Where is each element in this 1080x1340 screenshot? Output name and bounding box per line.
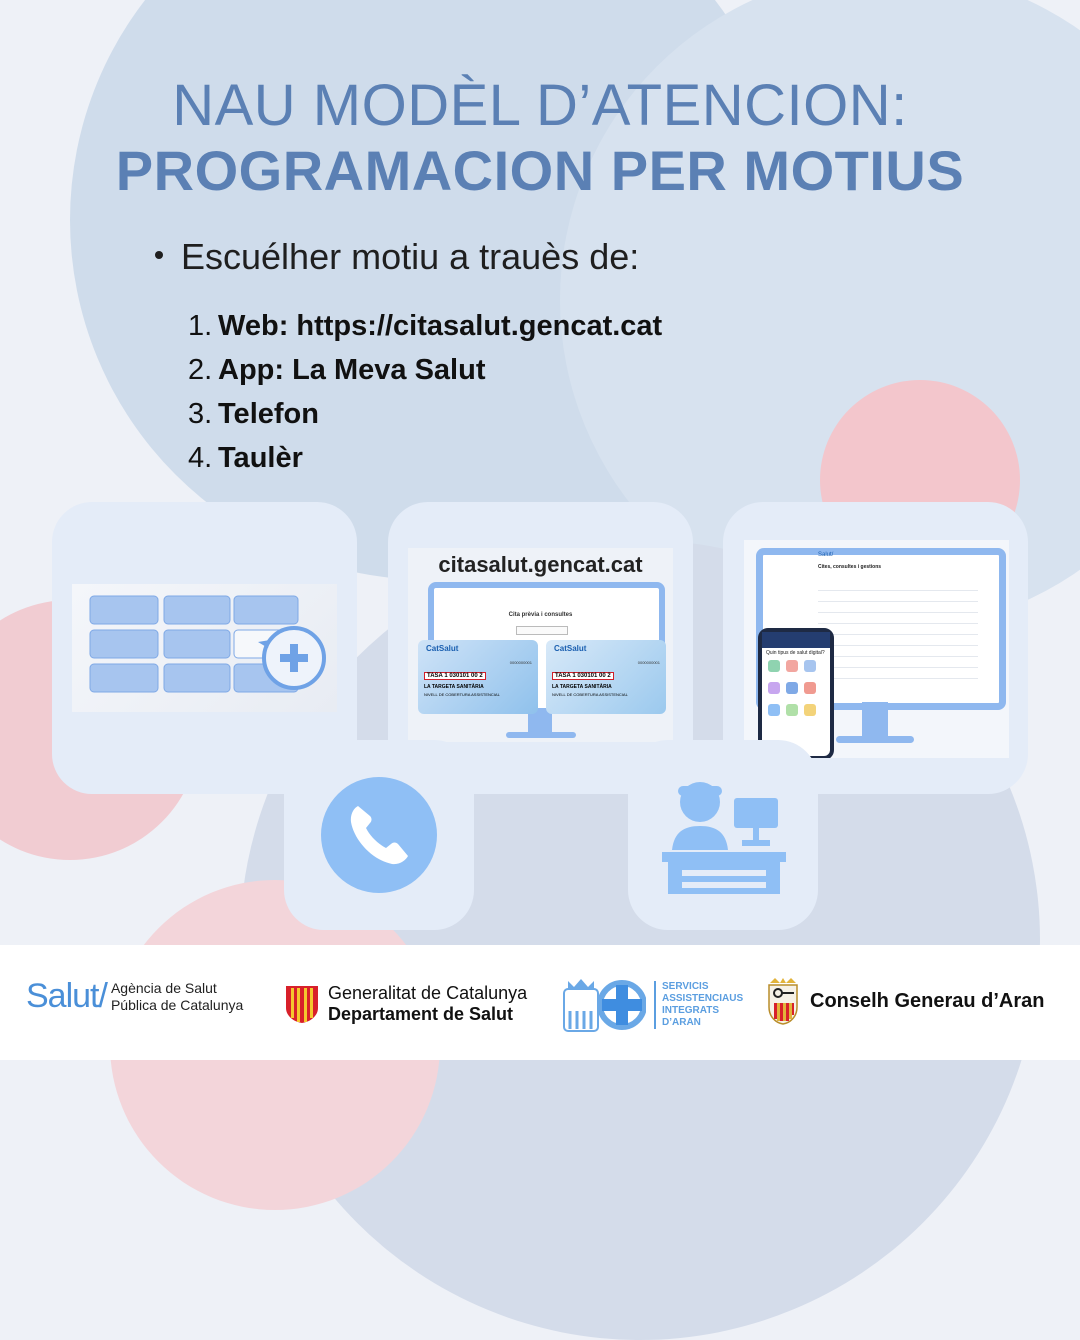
logo-conselh (766, 977, 1045, 1025)
title-line-2: PROGRAMACION PER MOTIUS (115, 139, 965, 202)
phone-header (762, 632, 830, 648)
phone (758, 628, 834, 758)
card-label: LA TARGETA SANITÀRIA (552, 684, 612, 690)
list-number: 1. (188, 310, 213, 342)
generalitat-shield-icon (284, 984, 320, 1024)
bullet-item (155, 236, 639, 278)
web-url-header: citasalut.gencat.cat (438, 552, 643, 577)
list-number: 2. (188, 354, 213, 386)
list-label: Taulèr (218, 442, 303, 474)
list-item (188, 304, 662, 348)
card-label: LA TARGETA SANITÀRIA (424, 684, 484, 690)
reception-desk-icon (662, 782, 786, 894)
aran-coat-of-arms-icon (766, 977, 800, 1025)
salut-line2: Pública de Catalunya (110, 996, 244, 1013)
sai-line1: SERVICIS (662, 981, 709, 992)
card-code: TASA 1 030101 00 2 (424, 672, 486, 680)
health-card-1 (418, 640, 538, 714)
monitor-base (506, 732, 576, 738)
card-number: 0000000001 (509, 660, 532, 665)
card-code: TASA 1 030101 00 2 (552, 672, 614, 680)
sai-line4: D’ARAN (662, 1017, 701, 1028)
web-screenshot (408, 548, 673, 742)
list-label: Telefon (218, 398, 319, 430)
health-card-2 (546, 640, 666, 714)
app-monitor-stand (862, 702, 888, 738)
app-brand: Salut/ (818, 552, 834, 558)
options-list (188, 304, 662, 480)
salut-brand: Salut/ (26, 977, 107, 1015)
gen-line2: Departament de Salut (328, 1004, 514, 1024)
sai-line3: INTEGRATS (662, 1005, 720, 1016)
title-line-1: NAU MODÈL D’ATENCION: (172, 73, 908, 138)
footer (0, 945, 1080, 1060)
list-item (188, 348, 662, 392)
conselh-text: Conselh Generau d’Aran (810, 989, 1045, 1012)
phone-app-grid (762, 658, 822, 738)
generalitat-text (328, 983, 527, 1025)
card-brand: CatSalut (426, 644, 459, 653)
form-input (516, 626, 568, 635)
card-number: 0000000001 (637, 660, 660, 665)
bullet-dot-icon (155, 251, 163, 259)
form-title: Cita prèvia i consultes (508, 612, 573, 618)
card-sub: NIVELL DE COBERTURA ASSISTENCIAL (552, 692, 628, 697)
list-label: Web: https://citasalut.gencat.cat (218, 310, 663, 342)
schedule-illustration (72, 584, 337, 712)
salut-text (111, 980, 243, 1014)
app-screenshot (744, 540, 1009, 758)
card-brand: CatSalut (554, 644, 587, 653)
app-screen-title: Cites, consultes i gestions (818, 564, 882, 570)
logo-salut (26, 977, 243, 1016)
card-sub: NIVELL DE COBERTURA ASSISTENCIAL (424, 692, 500, 697)
app-monitor-base (836, 736, 914, 743)
gen-line1: Generalitat de Catalunya (328, 983, 528, 1003)
sai-line2: ASSISTENCIAUS (662, 993, 744, 1004)
calendar-grid-icon (72, 584, 337, 712)
phone-title: Quin tipus de salut digital? (766, 650, 825, 656)
list-number: 4. (188, 442, 213, 474)
salut-line1: Agència de Salut (110, 979, 217, 996)
telephone-icon (320, 776, 438, 894)
bullet-text: Escuélher motiu a trauès de: (181, 236, 640, 277)
sai-text (654, 981, 743, 1029)
logo-sai (562, 975, 743, 1035)
list-item (188, 392, 662, 436)
logo-generalitat (284, 983, 527, 1025)
list-label: App: La Meva Salut (218, 354, 486, 386)
app-content-lines (818, 580, 978, 680)
list-number: 3. (188, 398, 213, 430)
list-item (188, 436, 662, 480)
sai-emblem-icon (562, 975, 646, 1035)
